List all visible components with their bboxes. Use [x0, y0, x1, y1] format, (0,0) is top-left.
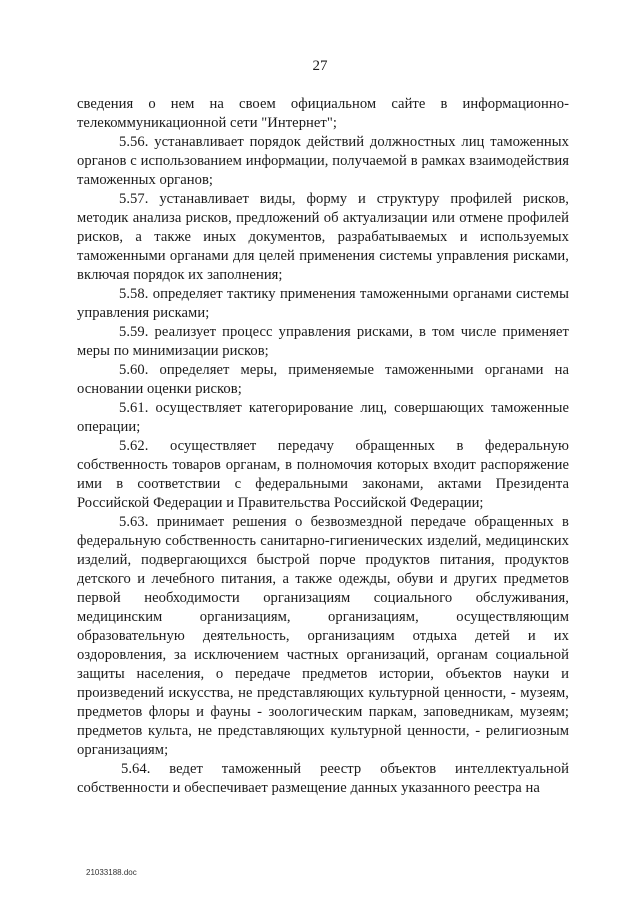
- document-footer-code: 21033188.doc: [86, 868, 137, 877]
- document-body: [77, 95, 569, 798]
- paragraph-5-60: 5.60. определяет меры, применяемые таможенными органами на основании оценки рисков;: [77, 362, 569, 397]
- paragraph-5-64: 5.64. ведет таможенный реестр объектов интеллектуальной собственности и обеспечивает размещение данных указанного реестра на: [77, 761, 569, 796]
- paragraph-5-56: 5.56. устанавливает порядок действий должностных лиц таможенных органов с использованием информации, получаемой в рамках взаимодействия таможенных органов;: [77, 134, 569, 188]
- paragraph-5-61: 5.61. осуществляет категорирование лиц, совершающих таможенные операции;: [77, 400, 569, 435]
- paragraph-5-58: 5.58. определяет тактику применения таможенными органами системы управления рисками;: [77, 286, 569, 321]
- paragraph-5-62: 5.62. осуществляет передачу обращенных в федеральную собственность товаров органам, в полномочия которых входит распоряжение ими в соответствии с федеральными законами, актами Президента Российской Федерации и Правительства Российской Федерации;: [77, 438, 569, 511]
- paragraph-5-59: 5.59. реализует процесс управления рисками, в том числе применяет меры по минимизации рисков;: [77, 324, 569, 359]
- paragraph-5-57: 5.57. устанавливает виды, форму и структуру профилей рисков, методик анализа рисков, предложений об актуализации или отмене профилей рисков, а также иных документов, разрабатываемых и используемых таможенными органами для целей применения системы управления рисками, включая порядок их заполнения;: [77, 191, 569, 283]
- paragraph-5-63: 5.63. принимает решения о безвозмездной передаче обращенных в федеральную собственность санитарно-гигиенических изделий, медицинских изделий, подвергающихся быстрой порче продуктов питания, продуктов детского и лечебного питания, а также одежды, обуви и других предметов первой необходимости организациям социального обслуживания, медицинским организациям, организациям, осуществляющим образовательную деятельность, организациям отдыха детей и их оздоровления, за исключением частных организаций, органам социальной защиты населения, о передаче предметов истории, объектов науки и произведений искусства, не представляющих культурной ценности, - музеям, предметов флоры и фауны - зоологическим паркам, заповедникам, музеям; предметов культа, не представляющих культурной ценности, - религиозным организациям;: [77, 514, 569, 758]
- page-number: 27: [312, 58, 328, 74]
- paragraph-continuation: сведения о нем на своем официальном сайте в информационно-телекоммуникационной сети "Интернет";: [77, 96, 569, 131]
